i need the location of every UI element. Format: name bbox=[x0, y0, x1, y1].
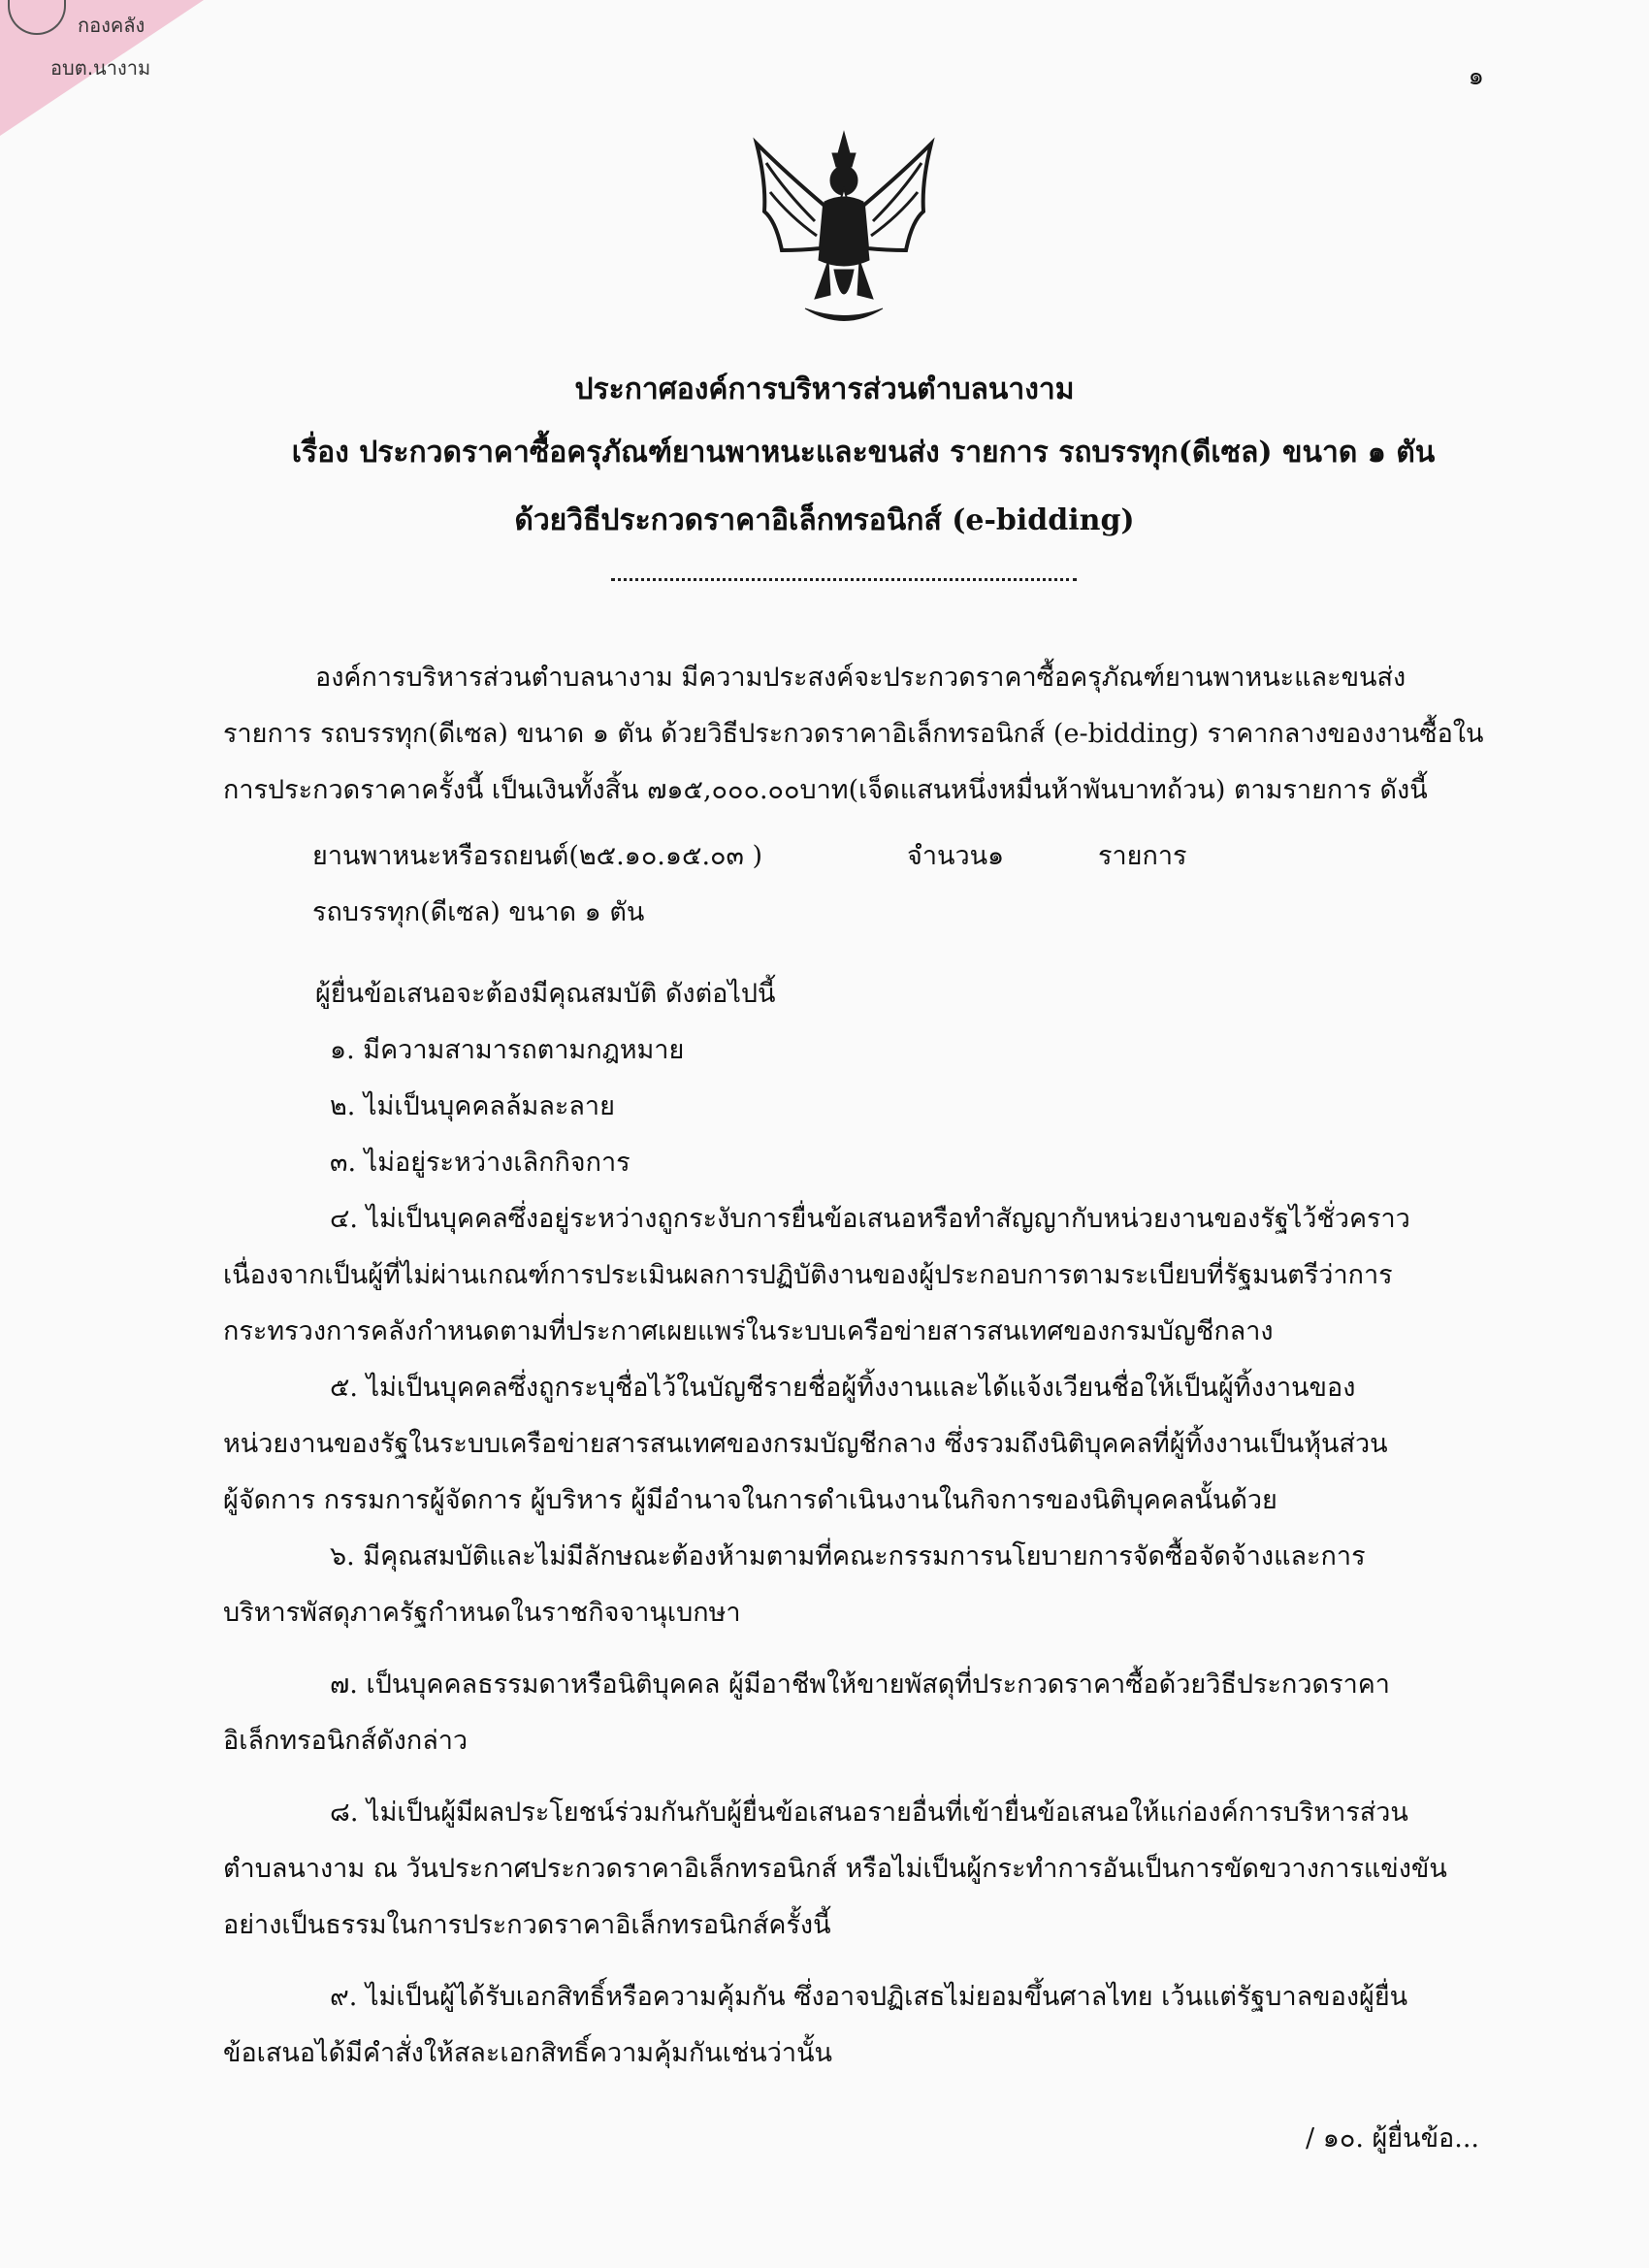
qualification-5-line-2: หน่วยงานของรัฐในระบบเครือข่ายสารสนเทศของกรมบัญชีกลาง ซึ่งรวมถึงนิติบุคคลที่ผู้ทิ้งงานเป็นหุ้นส่วน bbox=[223, 1429, 1388, 1459]
intro-line-3: การประกวดราคาครั้งนี้ เป็นเงินทั้งสิ้น ๗๑๕,๐๐๐.๐๐บาท(เจ็ดแสนหนึ่งหมื่นห้าพันบาทถ้วน) ตามรายการ ดังนี้ bbox=[223, 775, 1428, 805]
qualification-6-line-1: ๖. มีคุณสมบัติและไม่มีลักษณะต้องห้ามตามที่คณะกรรมการนโยบายการจัดซื้อจัดจ้างและการ bbox=[330, 1541, 1366, 1571]
qualification-4-line-3: กระทรวงการคลังกำหนดตามที่ประกาศเผยแพร่ในระบบเครือข่ายสารสนเทศของกรมบัญชีกลาง bbox=[223, 1316, 1274, 1346]
qualification-4-line-2: เนื่องจากเป็นผู้ที่ไม่ผ่านเกณฑ์การประเมินผลการปฏิบัติงานของผู้ประกอบการตามระเบียบที่รัฐมนตรีว่าการ bbox=[223, 1260, 1393, 1290]
qualification-8-line-3: อย่างเป็นธรรมในการประกวดราคาอิเล็กทรอนิกส์ครั้งนี้ bbox=[223, 1910, 831, 1940]
qualification-3: ๓. ไม่อยู่ระหว่างเลิกกิจการ bbox=[330, 1148, 630, 1178]
continuation-marker: / ๑๐. ผู้ยื่นข้อ... bbox=[1306, 2123, 1479, 2154]
item-category: ยานพาหนะหรือรถยนต์(๒๕.๑๐.๑๕.๐๓ ) bbox=[312, 841, 763, 871]
qualification-9-line-2: ข้อเสนอได้มีคำสั่งให้สละเอกสิทธิ์ความคุ้มกันเช่นว่านั้น bbox=[223, 2038, 833, 2068]
qualification-6-line-2: บริหารพัสดุภาครัฐกำหนดในราชกิจจานุเบกษา bbox=[223, 1598, 741, 1628]
qualification-5-line-1: ๕. ไม่เป็นบุคคลซึ่งถูกระบุชื่อไว้ในบัญชีรายชื่อผู้ทิ้งงานและได้แจ้งเวียนชื่อให้เป็นผู้ทิ้งงานของ bbox=[330, 1373, 1356, 1403]
qualifications-heading: ผู้ยื่นข้อเสนอจะต้องมีคุณสมบัติ ดังต่อไปนี้ bbox=[315, 979, 776, 1009]
announcement-subject: เรื่อง ประกวดราคาซื้อครุภัณฑ์ยานพาหนะและขนส่ง รายการ รถบรรทุก(ดีเซล) ขนาด ๑ ตัน bbox=[291, 436, 1436, 470]
qualification-1: ๑. มีความสามารถตามกฎหมาย bbox=[330, 1035, 685, 1065]
item-name: รถบรรทุก(ดีเซล) ขนาด ๑ ตัน bbox=[312, 897, 645, 927]
qualification-2: ๒. ไม่เป็นบุคคลล้มละลาย bbox=[330, 1091, 615, 1121]
page-number: ๑ bbox=[1468, 62, 1484, 91]
qualification-8-line-1: ๘. ไม่เป็นผู้มีผลประโยชน์ร่วมกันกับผู้ยื่นข้อเสนอรายอื่นที่เข้ายื่นข้อเสนอให้แก่องค์การบริหารส่วน bbox=[330, 1798, 1408, 1828]
item-quantity: จำนวน๑ bbox=[907, 841, 1005, 871]
title-divider bbox=[611, 578, 1077, 581]
announcement-method: ด้วยวิธีประกวดราคาอิเล็กทรอนิกส์ (e-bidding) bbox=[514, 503, 1135, 537]
qualification-4-line-1: ๔. ไม่เป็นบุคคลซึ่งอยู่ระหว่างถูกระงับการยื่นข้อเสนอหรือทำสัญญากับหน่วยงานของรัฐไว้ชั่วคราว bbox=[330, 1204, 1410, 1234]
intro-line-1: องค์การบริหารส่วนตำบลนางาม มีความประสงค์จะประกวดราคาซื้อครุภัณฑ์ยานพาหนะและขนส่ง bbox=[315, 663, 1406, 693]
garuda-emblem-icon bbox=[747, 124, 941, 338]
qualification-8-line-2: ตำบลนางาม ณ วันประกาศประกวดราคาอิเล็กทรอนิกส์ หรือไม่เป็นผู้กระทำการอันเป็นการขัดขวางการแข่งขัน bbox=[223, 1854, 1447, 1884]
qualification-7-line-2: อิเล็กทรอนิกส์ดังกล่าว bbox=[223, 1726, 469, 1756]
received-stamp bbox=[0, 0, 204, 136]
announcement-title: ประกาศองค์การบริหารส่วนตำบลนางาม bbox=[574, 373, 1075, 406]
stamp-office-label: กองคลัง bbox=[78, 14, 146, 37]
item-unit: รายการ bbox=[1098, 841, 1187, 871]
qualification-5-line-3: ผู้จัดการ กรรมการผู้จัดการ ผู้บริหาร ผู้มีอำนาจในการดำเนินงานในกิจการของนิติบุคคลนั้นด้วย bbox=[223, 1485, 1277, 1515]
intro-line-2: รายการ รถบรรทุก(ดีเซล) ขนาด ๑ ตัน ด้วยวิธีประกวดราคาอิเล็กทรอนิกส์ (e-bidding) ราคากลางของงานซื้อใน bbox=[223, 719, 1484, 749]
qualification-9-line-1: ๙. ไม่เป็นผู้ได้รับเอกสิทธิ์หรือความคุ้มกัน ซึ่งอาจปฏิเสธไม่ยอมขึ้นศาลไทย เว้นแต่รัฐบาลของผู้ยื่น bbox=[330, 1982, 1408, 2012]
qualification-7-line-1: ๗. เป็นบุคคลธรรมดาหรือนิติบุคคล ผู้มีอาชีพให้ขายพัสดุที่ประกวดราคาซื้อด้วยวิธีประกวดราคา bbox=[330, 1669, 1390, 1700]
stamp-org-label: อบต.นางาม bbox=[50, 56, 151, 80]
